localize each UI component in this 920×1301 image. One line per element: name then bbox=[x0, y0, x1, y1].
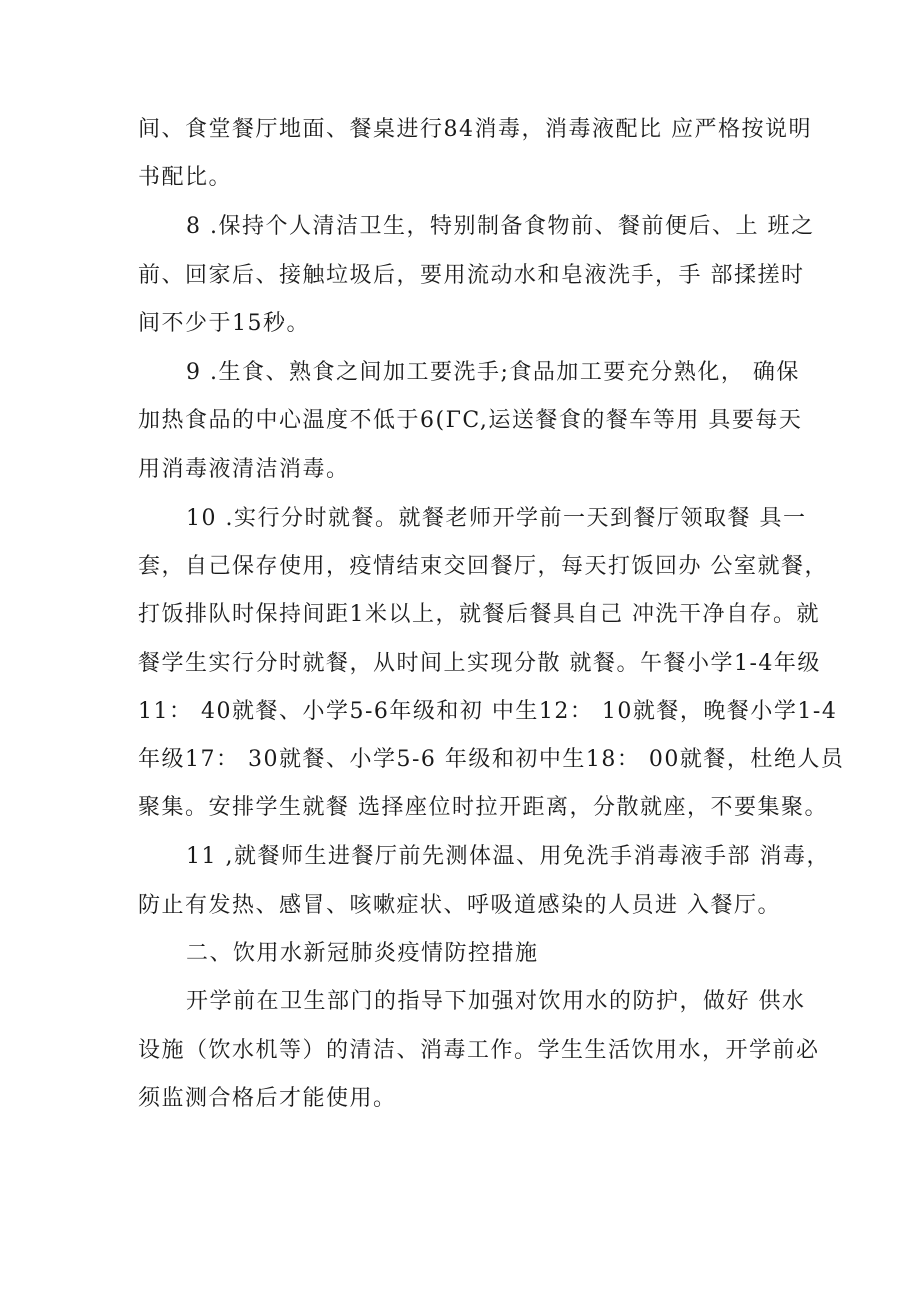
text-line: 打饭排队时保持间距1米以上，就餐后餐具自己 冲洗干净自存。就 bbox=[138, 602, 820, 627]
text-line: 10 .实行分时就餐。就餐老师开学前一天到餐厅领取餐 具一 bbox=[186, 506, 807, 531]
text-line: 间不少于15秒。 bbox=[138, 311, 310, 336]
text-line: 11 ,就餐师生进餐厅前先测体温、用免洗手消毒液手部 消毒， bbox=[186, 844, 830, 869]
text-line: 用消毒液清洁消毒。 bbox=[138, 457, 350, 482]
text-line: 间、食堂餐厅地面、餐桌进行84消毒，消毒液配比 应严格按说明 bbox=[138, 117, 812, 142]
text-line: 须监测合格后才能使用。 bbox=[138, 1086, 397, 1111]
text-line: 聚集。安排学生就餐 选择座位时拉开距离，分散就座，不要集聚。 bbox=[138, 795, 828, 820]
text-line: 9 .生食、熟食之间加工要洗手;食品加工要充分熟化， 确保 bbox=[186, 360, 800, 385]
text-line: 前、回家后、接触垃圾后，要用流动水和皂液洗手，手 部揉搓时 bbox=[138, 263, 805, 288]
text-line: 8 .保持个人清洁卫生，特别制备食物前、餐前便后、上 班之 bbox=[186, 214, 815, 239]
text-line: 设施（饮水机等）的清洁、消毒工作。学生生活饮用水，开学前必 bbox=[138, 1038, 820, 1063]
text-line: 11： 40就餐、小学5-6年级和初 中生12： 10就餐，晚餐小学1-4 bbox=[138, 699, 838, 724]
section-heading: 二、饮用水新冠肺炎疫情防控措施 bbox=[186, 941, 539, 966]
text-line: 套，自己保存使用，疫情结束交回餐厅，每天打饭回办 公室就餐， bbox=[138, 554, 828, 579]
text-line: 防止有发热、感冒、咳嗽症状、呼吸道感染的人员进 入餐厅。 bbox=[138, 893, 781, 918]
text-line: 书配比。 bbox=[138, 165, 233, 190]
text-line: 开学前在卫生部门的指导下加强对饮用水的防护，做好 供水 bbox=[186, 989, 806, 1014]
text-line: 加热食品的中心温度不低于6(ΓC,运送餐食的餐车等用 具要每天 bbox=[138, 408, 803, 433]
text-line: 餐学生实行分时就餐，从时间上实现分散 就餐。午餐小学1-4年级 bbox=[138, 651, 821, 676]
text-line: 年级17： 30就餐、小学5-6 年级和初中生18： 00就餐，杜绝人员 bbox=[138, 747, 845, 772]
